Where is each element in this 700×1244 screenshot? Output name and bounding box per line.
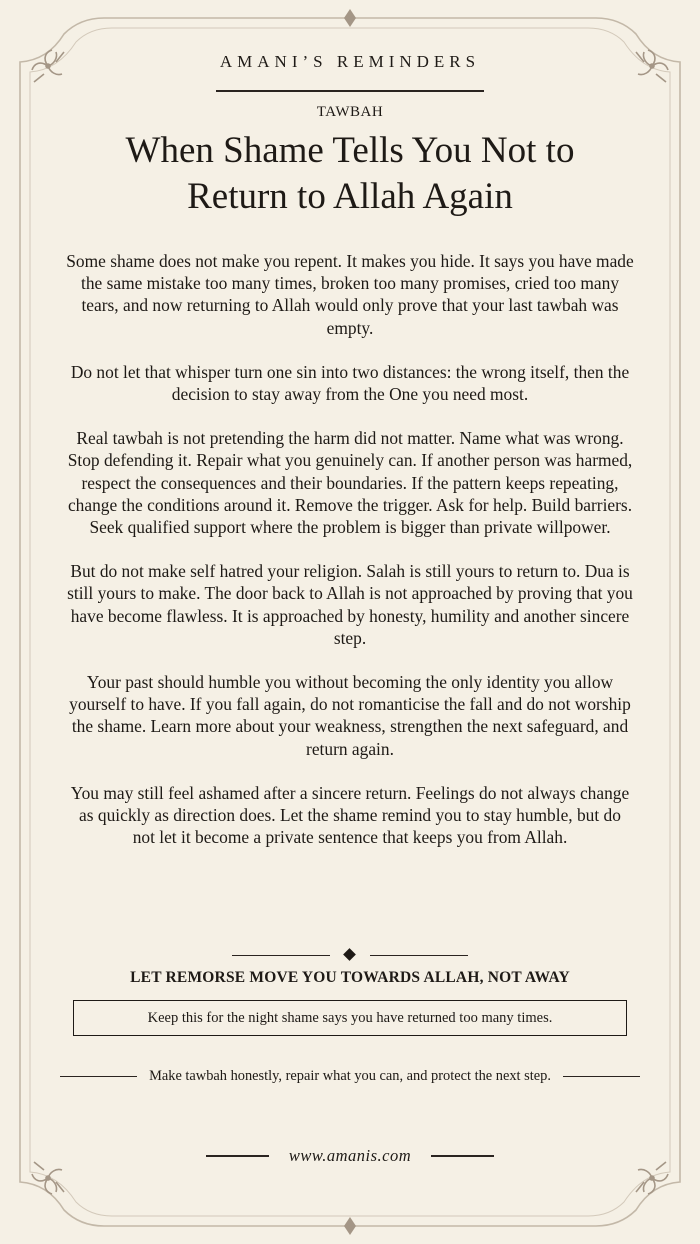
footnote-text: Make tawbah honestly, repair what you can, and protect the next step. bbox=[149, 1068, 551, 1084]
article-body bbox=[66, 250, 634, 870]
brand-name: AMANI’S REMINDERS bbox=[219, 52, 481, 71]
page-title bbox=[60, 128, 640, 220]
section-divider-right bbox=[370, 955, 468, 956]
paragraph: Real tawbah is not pretending the harm did not matter. Name what was wrong. Stop defending it. Repair what you genuinely can. If another person was harmed, respect the consequences and their boundaries. If the pattern keeps repeating, change the conditions around it. Remove the trigger. Ask for help. Build barriers. Seek qualified support where the problem is bigger than private willpower. bbox=[67, 428, 633, 538]
divider-diamond-icon bbox=[343, 948, 356, 961]
footnote-row bbox=[60, 1068, 640, 1085]
category-label: TAWBAH bbox=[316, 104, 384, 120]
paragraph: But do not make self hatred your religion. Salah is still yours to return to. Dua is still yours to make. The door back to Allah is not approached by proving that you have become flawless. It is approached by honesty, humility and another sincere step. bbox=[67, 561, 633, 648]
paragraph: Some shame does not make you repent. It makes you hide. It says you have made the same mistake too many times, broken too many promises, cried too many tears, and now returning to Allah would only prove that your last tawbah was empty. bbox=[66, 251, 634, 338]
website-rule-left bbox=[206, 1155, 269, 1157]
website-link[interactable]: www.amanis.com bbox=[288, 1146, 412, 1165]
website-row bbox=[206, 1146, 494, 1166]
keep-note-box bbox=[73, 1000, 627, 1036]
website-rule-right bbox=[431, 1155, 494, 1157]
paragraph: You may still feel ashamed after a sincere return. Feelings do not always change as quickly as direction does. Let the shame remind you to stay humble, but do not let it become a private sentence that keeps you from Allah. bbox=[70, 782, 630, 848]
paragraph: Do not let that whisper turn one sin into two distances: the wrong itself, then the decision to stay away from the One you need most. bbox=[70, 361, 630, 405]
section-divider-left bbox=[232, 955, 330, 956]
footnote-rule-left bbox=[60, 1076, 137, 1077]
brand-divider bbox=[216, 90, 484, 92]
footnote-rule-right bbox=[563, 1076, 640, 1077]
title-line-2: Return to Allah Again bbox=[187, 176, 513, 217]
keep-note-text: Keep this for the night shame says you have returned too many times. bbox=[147, 1009, 553, 1026]
callout-heading: LET REMORSE MOVE YOU TOWARDS ALLAH, NOT AWAY bbox=[130, 969, 570, 986]
bottom-diamond-icon bbox=[344, 1217, 356, 1235]
title-line-1: When Shame Tells You Not to bbox=[125, 130, 575, 171]
paragraph: Your past should humble you without becoming the only identity you allow yourself to have. If you fall again, do not romanticise the fall and do not worship the shame. Learn more about your weakness, strengthen the next safeguard, and return again. bbox=[69, 672, 631, 759]
top-diamond-icon bbox=[344, 9, 356, 27]
